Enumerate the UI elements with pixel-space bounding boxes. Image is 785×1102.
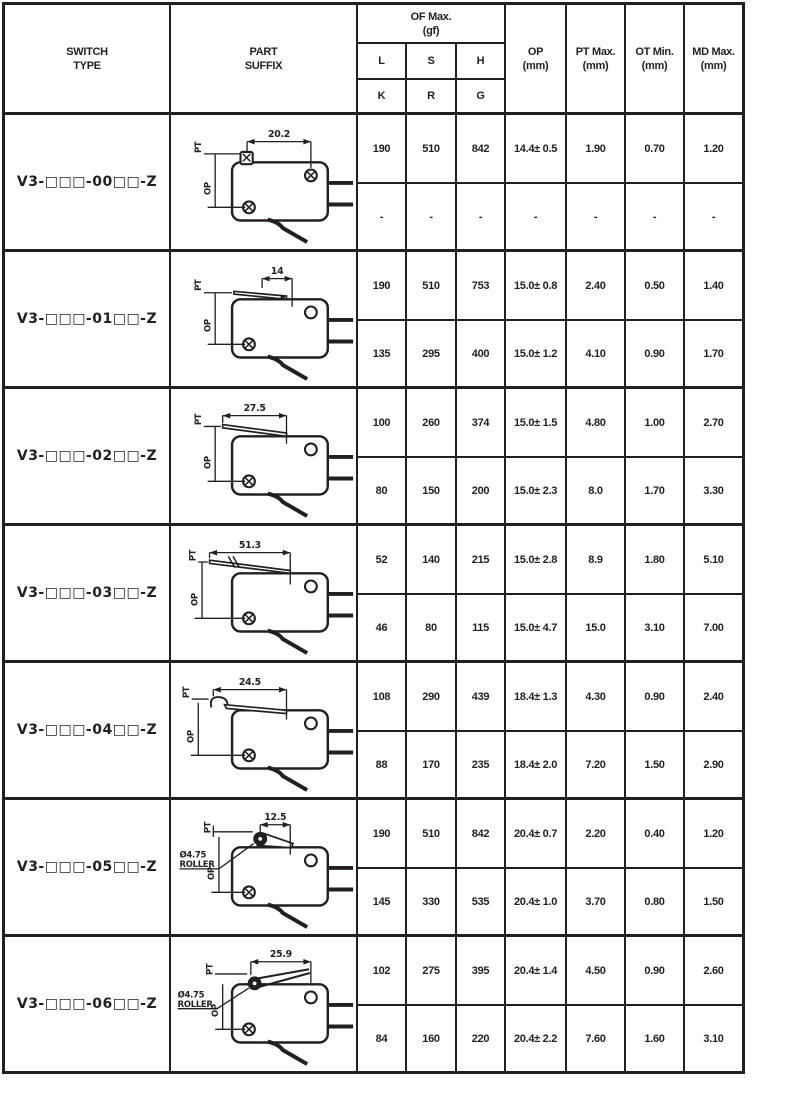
- switch-type-label: V3-□□□-06□□-Z: [5, 937, 169, 1071]
- spec-value: 46: [356, 593, 405, 660]
- header-of-sub-k: K: [356, 78, 405, 112]
- spec-value: 235: [455, 730, 504, 797]
- spec-value: -: [356, 182, 405, 249]
- spec-value: -: [683, 182, 742, 249]
- spec-value: 190: [356, 252, 405, 319]
- spec-value: 0.90: [624, 663, 683, 730]
- spec-value: 102: [356, 937, 405, 1004]
- table-header: [5, 5, 742, 112]
- svg-text:25.9: 25.9: [269, 949, 292, 961]
- header-line: (mm): [522, 59, 549, 72]
- spec-value: 15.0± 1.2: [504, 319, 565, 386]
- spec-value: 18.4± 1.3: [504, 663, 565, 730]
- svg-text:OP: OP: [189, 593, 200, 606]
- svg-text:PT: PT: [202, 821, 213, 834]
- spec-value: 190: [356, 800, 405, 867]
- spec-value: 0.90: [624, 319, 683, 386]
- spec-value: 150: [405, 456, 455, 523]
- spec-value: 3.70: [565, 867, 624, 934]
- switch-row: [5, 523, 742, 660]
- svg-text:OP: OP: [185, 730, 196, 743]
- header-line: SWITCH: [66, 45, 108, 58]
- svg-text:27.5: 27.5: [243, 402, 266, 414]
- svg-text:OP: OP: [202, 456, 213, 469]
- switch-drawing: [172, 664, 355, 796]
- spec-value: 15.0± 1.5: [504, 389, 565, 456]
- header-of-sub-g: G: [455, 78, 504, 112]
- switch-row: [5, 660, 742, 797]
- spec-value: 510: [405, 115, 455, 182]
- spec-value: 215: [455, 526, 504, 593]
- header-line: SUFFIX: [244, 59, 283, 72]
- spec-value: 8.0: [565, 456, 624, 523]
- header-of-sub-r: R: [405, 78, 455, 112]
- spec-value: 52: [356, 526, 405, 593]
- spec-value: 2.70: [683, 389, 742, 456]
- spec-value: 5.10: [683, 526, 742, 593]
- spec-value: 0.90: [624, 937, 683, 1004]
- svg-text:OP: OP: [202, 319, 213, 332]
- svg-text:14: 14: [270, 265, 284, 277]
- spec-value: 15.0: [565, 593, 624, 660]
- svg-text:OP: OP: [202, 182, 213, 195]
- spec-value: 2.40: [565, 252, 624, 319]
- switch-type-label: V3-□□□-03□□-Z: [5, 526, 169, 660]
- spec-value: 20.4± 1.4: [504, 937, 565, 1004]
- spec-value: 1.20: [683, 800, 742, 867]
- part-suffix-drawing: [169, 800, 356, 934]
- spec-value: 1.40: [683, 252, 742, 319]
- svg-text:20.2: 20.2: [267, 128, 290, 140]
- switch-drawing: [172, 527, 355, 659]
- header-of-sub-l: L: [356, 42, 405, 78]
- switch-type-label: V3-□□□-04□□-Z: [5, 663, 169, 797]
- spec-value: 0.50: [624, 252, 683, 319]
- svg-text:PT: PT: [180, 686, 191, 699]
- spec-value: 140: [405, 526, 455, 593]
- header-line: (gf): [422, 24, 440, 37]
- svg-text:PT: PT: [193, 279, 204, 291]
- switch-type-label: V3-□□□-02□□-Z: [5, 389, 169, 523]
- switch-type-label: V3-□□□-05□□-Z: [5, 800, 169, 934]
- spec-value: 2.90: [683, 730, 742, 797]
- svg-text:PT: PT: [193, 141, 204, 153]
- svg-text:PT: PT: [187, 549, 198, 562]
- header-line: TYPE: [73, 59, 101, 72]
- header-line: (mm): [700, 59, 727, 72]
- svg-text:12.5: 12.5: [264, 812, 287, 824]
- switch-type-label: V3-□□□-00□□-Z: [5, 115, 169, 249]
- header-op: [504, 5, 565, 112]
- spec-value: 3.10: [624, 593, 683, 660]
- svg-text:ROLLER: ROLLER: [177, 998, 213, 1009]
- spec-value: 80: [356, 456, 405, 523]
- spec-value: 330: [405, 867, 455, 934]
- spec-value: 510: [405, 252, 455, 319]
- switch-row: [5, 797, 742, 934]
- spec-value: 88: [356, 730, 405, 797]
- spec-value: 374: [455, 389, 504, 456]
- spec-value: 15.0± 4.7: [504, 593, 565, 660]
- switch-row: [5, 112, 742, 249]
- spec-value: 14.4± 0.5: [504, 115, 565, 182]
- spec-value: 8.9: [565, 526, 624, 593]
- spec-value: 135: [356, 319, 405, 386]
- spec-value: 190: [356, 115, 405, 182]
- spec-value: -: [455, 182, 504, 249]
- spec-value: 1.70: [624, 456, 683, 523]
- spec-value: 18.4± 2.0: [504, 730, 565, 797]
- spec-value: 260: [405, 389, 455, 456]
- switch-drawing: [172, 801, 355, 933]
- header-pt-max: [565, 5, 624, 112]
- switch-row: [5, 934, 742, 1071]
- spec-value: 7.20: [565, 730, 624, 797]
- spec-value: 842: [455, 800, 504, 867]
- spec-value: 15.0± 2.8: [504, 526, 565, 593]
- svg-text:PT: PT: [193, 413, 204, 426]
- spec-value: 0.80: [624, 867, 683, 934]
- header-of-sub-h: H: [455, 42, 504, 78]
- header-line: OT Min.: [635, 45, 674, 58]
- spec-value: 1.50: [624, 730, 683, 797]
- switch-drawing: [172, 116, 355, 248]
- spec-value: 4.50: [565, 937, 624, 1004]
- spec-value: 2.60: [683, 937, 742, 1004]
- part-suffix-drawing: [169, 252, 356, 386]
- spec-value: 220: [455, 1004, 504, 1071]
- spec-value: 7.60: [565, 1004, 624, 1071]
- spec-value: 842: [455, 115, 504, 182]
- spec-value: -: [624, 182, 683, 249]
- spec-value: 7.00: [683, 593, 742, 660]
- spec-value: 0.40: [624, 800, 683, 867]
- svg-text:51.3: 51.3: [238, 539, 261, 551]
- spec-value: 80: [405, 593, 455, 660]
- spec-value: 2.20: [565, 800, 624, 867]
- header-line: (mm): [582, 59, 609, 72]
- spec-value: 1.90: [565, 115, 624, 182]
- spec-value: 510: [405, 800, 455, 867]
- spec-value: 160: [405, 1004, 455, 1071]
- header-line: (mm): [641, 59, 668, 72]
- spec-value: 439: [455, 663, 504, 730]
- switch-drawing: [172, 253, 355, 385]
- header-switch-type: [5, 5, 169, 112]
- spec-value: 108: [356, 663, 405, 730]
- spec-value: 535: [455, 867, 504, 934]
- spec-value: 170: [405, 730, 455, 797]
- header-ot-min: [624, 5, 683, 112]
- spec-value: 4.30: [565, 663, 624, 730]
- spec-value: 1.70: [683, 319, 742, 386]
- spec-value: 3.30: [683, 456, 742, 523]
- spec-value: 145: [356, 867, 405, 934]
- spec-value: 15.0± 2.3: [504, 456, 565, 523]
- spec-value: 400: [455, 319, 504, 386]
- part-suffix-drawing: [169, 389, 356, 523]
- spec-value: 753: [455, 252, 504, 319]
- spec-value: 100: [356, 389, 405, 456]
- part-suffix-drawing: [169, 115, 356, 249]
- part-suffix-drawing: [169, 526, 356, 660]
- spec-value: 3.10: [683, 1004, 742, 1071]
- spec-value: 2.40: [683, 663, 742, 730]
- switch-row: [5, 249, 742, 386]
- svg-text:Ø4.75: Ø4.75: [179, 849, 207, 860]
- spec-value: 115: [455, 593, 504, 660]
- part-suffix-drawing: [169, 937, 356, 1071]
- spec-value: 20.4± 1.0: [504, 867, 565, 934]
- switch-drawing: [172, 390, 355, 522]
- spec-value: 20.4± 0.7: [504, 800, 565, 867]
- header-of-sub-s: S: [405, 42, 455, 78]
- header-of-max: [356, 5, 504, 42]
- spec-value: 1.50: [683, 867, 742, 934]
- switch-row: [5, 386, 742, 523]
- switch-drawing: [172, 938, 355, 1070]
- switch-type-label: V3-□□□-01□□-Z: [5, 252, 169, 386]
- header-part-suffix: [169, 5, 356, 112]
- spec-value: 1.60: [624, 1004, 683, 1071]
- spec-value: -: [405, 182, 455, 249]
- svg-text:OP: OP: [209, 1004, 220, 1017]
- spec-value: -: [504, 182, 565, 249]
- spec-value: 395: [455, 937, 504, 1004]
- spec-value: 295: [405, 319, 455, 386]
- svg-text:ROLLER: ROLLER: [179, 859, 215, 869]
- spec-value: 0.70: [624, 115, 683, 182]
- header-md-max: [683, 5, 742, 112]
- header-line: PART: [249, 45, 278, 58]
- spec-value: 15.0± 0.8: [504, 252, 565, 319]
- spec-value: 1.20: [683, 115, 742, 182]
- svg-text:PT: PT: [204, 963, 215, 975]
- spec-value: 275: [405, 937, 455, 1004]
- spec-value: -: [565, 182, 624, 249]
- spec-value: 200: [455, 456, 504, 523]
- svg-text:OP: OP: [206, 867, 217, 880]
- spec-value: 4.10: [565, 319, 624, 386]
- header-line: MD Max.: [692, 45, 735, 58]
- spec-value: 84: [356, 1004, 405, 1071]
- part-suffix-drawing: [169, 663, 356, 797]
- spec-value: 1.80: [624, 526, 683, 593]
- spec-table: [2, 2, 745, 1074]
- header-line: OP: [527, 45, 544, 58]
- spec-value: 20.4± 2.2: [504, 1004, 565, 1071]
- header-line: PT Max.: [575, 45, 616, 58]
- header-line: OF Max.: [410, 10, 452, 23]
- spec-value: 290: [405, 663, 455, 730]
- svg-text:Ø4.75: Ø4.75: [177, 989, 205, 1000]
- spec-value: 1.00: [624, 389, 683, 456]
- svg-text:24.5: 24.5: [238, 676, 261, 688]
- spec-value: 4.80: [565, 389, 624, 456]
